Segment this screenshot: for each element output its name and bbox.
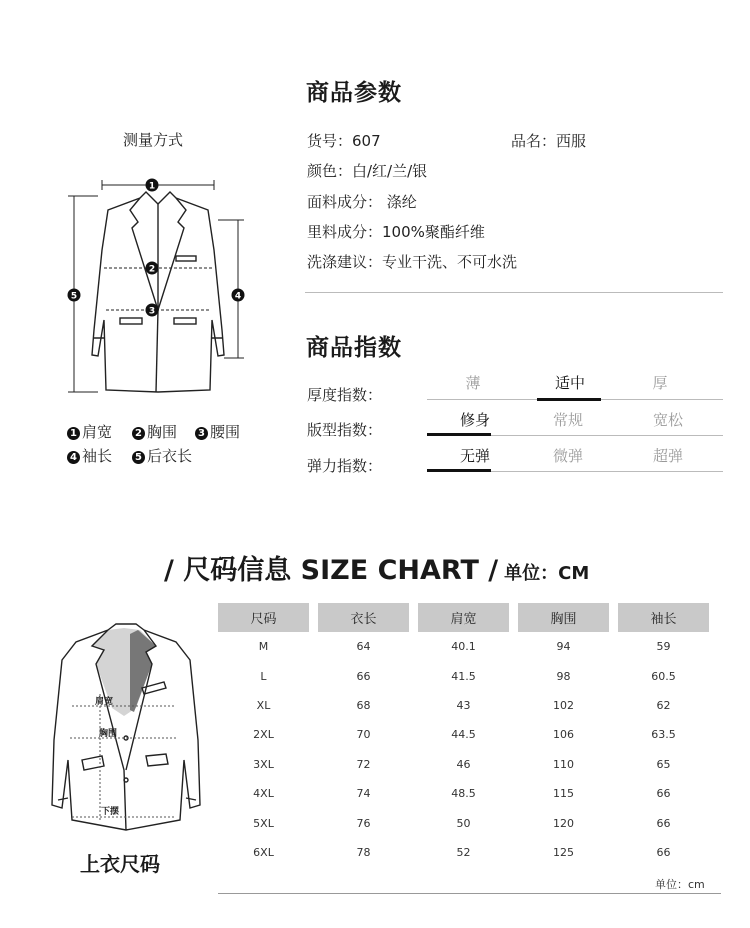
size-table <box>209 603 718 867</box>
elasticity-none: 无弹 <box>459 447 490 465</box>
table-row <box>218 720 709 749</box>
cell: 3XL <box>253 757 274 771</box>
fit-loose: 宽松 <box>652 411 683 429</box>
svg-text:3: 3 <box>148 306 156 317</box>
cell: 70 <box>356 728 371 742</box>
cell: M <box>258 640 269 654</box>
header-chest: 胸围 <box>518 603 609 632</box>
cell: 43 <box>456 698 471 712</box>
fit-slim: 修身 <box>459 411 490 429</box>
cell: 66 <box>656 816 671 830</box>
fit-indicator <box>427 433 491 436</box>
size-jacket-diagram <box>46 620 206 845</box>
cell: 76 <box>356 816 371 830</box>
table-row <box>218 779 709 808</box>
legend-number: 5 <box>132 451 145 464</box>
cell: 125 <box>553 845 574 859</box>
diagram-label-shoulder: 肩宽 <box>94 697 114 707</box>
cell: 72 <box>356 757 371 771</box>
legend-chest <box>132 421 177 442</box>
cell: 120 <box>553 816 574 830</box>
header-shoulder: 肩宽 <box>418 603 509 632</box>
svg-text:1: 1 <box>148 181 156 192</box>
table-row <box>218 750 709 779</box>
legend-label: 胸围 <box>147 423 178 441</box>
cell: 66 <box>656 787 671 801</box>
table-unit-note: 单位：cm <box>655 878 705 891</box>
cell: 74 <box>356 787 371 801</box>
measure-jacket-diagram <box>58 170 258 410</box>
header-size: 尺码 <box>218 603 309 632</box>
elasticity-indicator <box>427 469 491 472</box>
cell: 48.5 <box>451 787 476 801</box>
legend-label: 袖长 <box>82 447 113 465</box>
table-row <box>218 838 709 867</box>
cell: 52 <box>456 845 471 859</box>
legend-label: 肩宽 <box>82 423 113 441</box>
table-row <box>218 808 709 837</box>
cell: 46 <box>456 757 471 771</box>
thickness-thin: 薄 <box>465 374 481 392</box>
item-number: 货号：607 <box>307 132 381 150</box>
thickness-indicator <box>537 398 601 401</box>
table-row <box>218 691 709 720</box>
diagram-label-chest: 胸围 <box>98 729 118 739</box>
legend-shoulder <box>67 421 112 442</box>
table-row <box>218 632 709 661</box>
cell: XL <box>256 698 271 712</box>
cell: 106 <box>553 728 574 742</box>
svg-text:4: 4 <box>234 291 242 302</box>
lining-composition: 里料成分：100%聚酯纤维 <box>307 223 485 241</box>
fabric-composition: 面料成分： 涤纶 <box>307 193 417 211</box>
legend-back-length <box>132 445 192 466</box>
measure-title: 测量方式 <box>123 131 184 149</box>
cell: L <box>260 669 267 683</box>
jacket-size-caption: 上衣尺码 <box>80 852 160 876</box>
table-bottom-rule <box>218 893 721 894</box>
cell: 66 <box>656 845 671 859</box>
cell: 62 <box>656 698 671 712</box>
cell: 44.5 <box>451 728 476 742</box>
cell: 4XL <box>253 787 274 801</box>
legend-waist <box>195 421 240 442</box>
diagram-label-hem: 下摆 <box>100 807 120 817</box>
thickness-label: 厚度指数： <box>307 386 383 404</box>
cell: 5XL <box>253 816 274 830</box>
cell: 60.5 <box>651 669 676 683</box>
svg-text:5: 5 <box>70 291 78 302</box>
cell: 2XL <box>253 728 274 742</box>
cell: 50 <box>456 816 471 830</box>
cell: 65 <box>656 757 671 771</box>
cell: 59 <box>656 640 671 654</box>
fit-regular: 常规 <box>552 411 583 429</box>
cell: 78 <box>356 845 371 859</box>
cell: 68 <box>356 698 371 712</box>
thickness-thick: 厚 <box>652 374 668 392</box>
legend-number: 4 <box>67 451 80 464</box>
cell: 63.5 <box>651 728 676 742</box>
product-name: 品名：西服 <box>511 132 587 150</box>
thickness-medium: 适中 <box>554 374 585 392</box>
params-title: 商品参数 <box>306 80 402 106</box>
elasticity-label: 弹力指数： <box>307 457 383 475</box>
legend-number: 2 <box>132 427 145 440</box>
header-length: 衣长 <box>318 603 409 632</box>
legend-label: 后衣长 <box>147 447 193 465</box>
indices-title: 商品指数 <box>306 335 402 361</box>
cell: 6XL <box>253 845 274 859</box>
product-color: 颜色：白/红/兰/银 <box>307 162 428 180</box>
params-divider <box>305 292 723 293</box>
wash-advice: 洗涤建议：专业干洗、不可水洗 <box>307 253 518 271</box>
size-chart-title <box>164 548 589 587</box>
size-chart-heading: / 尺码信息 SIZE CHART / <box>164 555 499 586</box>
legend-number: 1 <box>67 427 80 440</box>
fit-label: 版型指数： <box>307 421 383 439</box>
cell: 66 <box>356 669 371 683</box>
legend-label: 腰围 <box>210 423 241 441</box>
cell: 110 <box>553 757 574 771</box>
elasticity-high: 超弹 <box>652 447 683 465</box>
cell: 41.5 <box>451 669 476 683</box>
table-row <box>218 661 709 690</box>
legend-sleeve <box>67 445 112 466</box>
legend-number: 3 <box>195 427 208 440</box>
svg-text:2: 2 <box>148 264 156 275</box>
cell: 94 <box>556 640 571 654</box>
cell: 98 <box>556 669 571 683</box>
cell: 102 <box>553 698 574 712</box>
header-sleeve: 袖长 <box>618 603 709 632</box>
elasticity-slight: 微弹 <box>552 447 583 465</box>
cell: 40.1 <box>451 640 476 654</box>
cell: 64 <box>356 640 371 654</box>
cell: 115 <box>553 787 574 801</box>
size-chart-unit: 单位：CM <box>504 563 590 584</box>
